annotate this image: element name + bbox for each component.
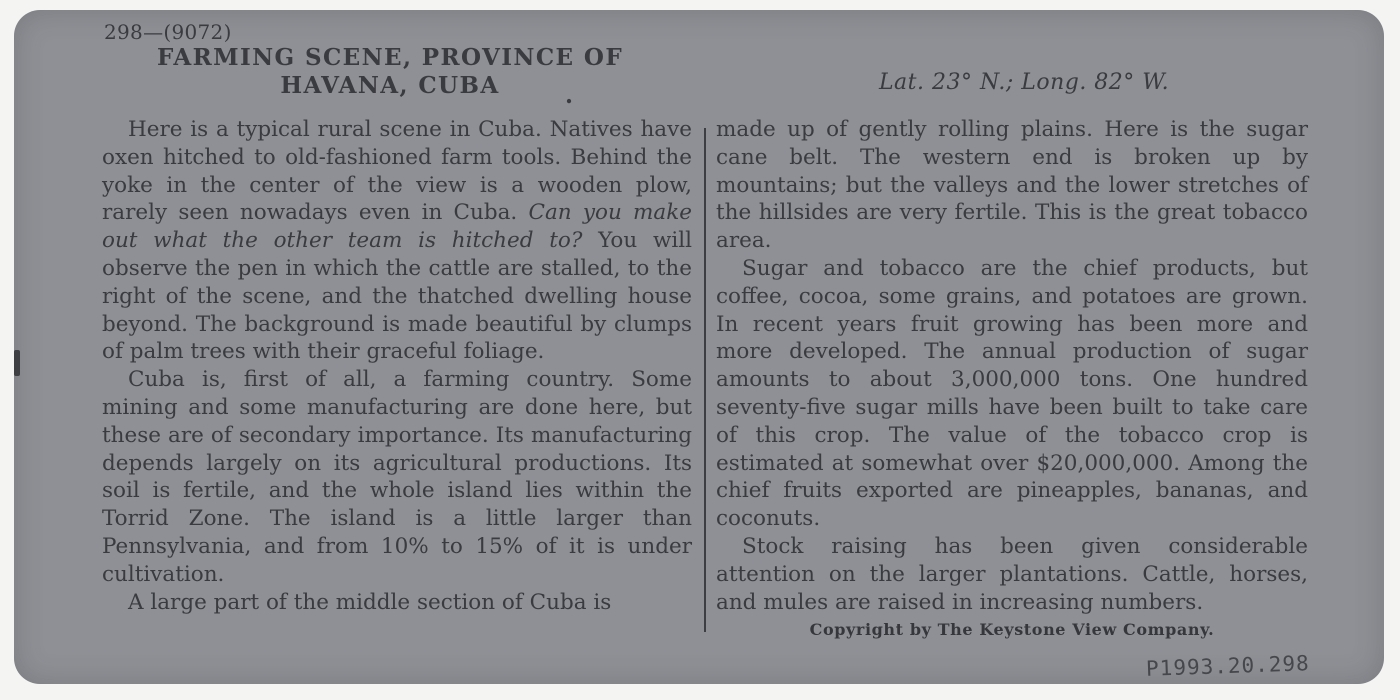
paragraph-1-rest: You will observe the pen in which the cattle are stalled, to the right of the scene, and the thatched dwelling house beyond. The background is made beautiful by clumps of palm trees with their graceful foliage. — [102, 228, 692, 365]
paragraph-2: Cuba is, first of all, a farming country. Some mining and some manufacturing are done here, but these are of secondary importance. Its manufacturing depends largely on its agricultural productions. Its soil is fertile, and the whole island lies within the Torrid Zone. The island is a little larger than Pennsylvania, and from 10% to 15% of it is under cultivation. — [102, 367, 692, 587]
card-title — [110, 44, 670, 109]
title-dot: . — [565, 82, 575, 109]
catalog-number: P1993.20.298 — [1145, 651, 1311, 681]
paragraph-1-text: Here is a typical rural scene in Cuba. Natives have oxen hitched to old-fashioned farm tools. Behind the yoke in the center of the view is a wooden plow, rarely seen nowadays even in Cuba. — [102, 117, 692, 226]
paragraph-1-italic-question: Can you make out what the other team is hitched to? — [102, 200, 692, 254]
title-line-1: FARMING SCENE, PROVINCE OF — [156, 44, 624, 71]
paragraph-3: A large part of the middle section of Cuba is — [128, 589, 612, 615]
paragraph-3-continued: made up of gently rolling plains. Here is the sugar cane belt. The western end is broken up by mountains; but the valleys and the lower stretches of the hillsides are very fertile. This is the great tobacco area. — [716, 117, 1308, 254]
edge-mark — [14, 350, 20, 376]
paragraph-5: Stock raising has been given considerable attention on the larger plantations. Cattle, horses, and mules are raised in increasing numbers. — [716, 533, 1308, 615]
paragraph-1 — [102, 116, 692, 366]
stereograph-card-back — [14, 10, 1384, 684]
coordinates: Lat. 23° N.; Long. 82° W. — [878, 70, 1170, 95]
paragraph-4: Sugar and tobacco are the chief products, but coffee, cocoa, some grains, and potatoes are grown. In recent years fruit growing has been more and more developed. The annual production of sugar amounts to about 3,000,000 tons. One hundred seventy-five sugar mills have been built to take care of this crop. The value of the tobacco crop is estimated at somewhat over $20,000,000. Among the chief fruits exported are pineapples, bananas, and coconuts. — [716, 255, 1308, 532]
copyright-line: Copyright by The Keystone View Company. — [809, 620, 1215, 639]
left-column — [102, 116, 692, 616]
title-line-2: HAVANA, CUBA — [280, 72, 500, 99]
column-divider — [704, 128, 706, 632]
right-column — [716, 116, 1308, 616]
card-reference-number: 298—(9072) — [104, 20, 232, 44]
